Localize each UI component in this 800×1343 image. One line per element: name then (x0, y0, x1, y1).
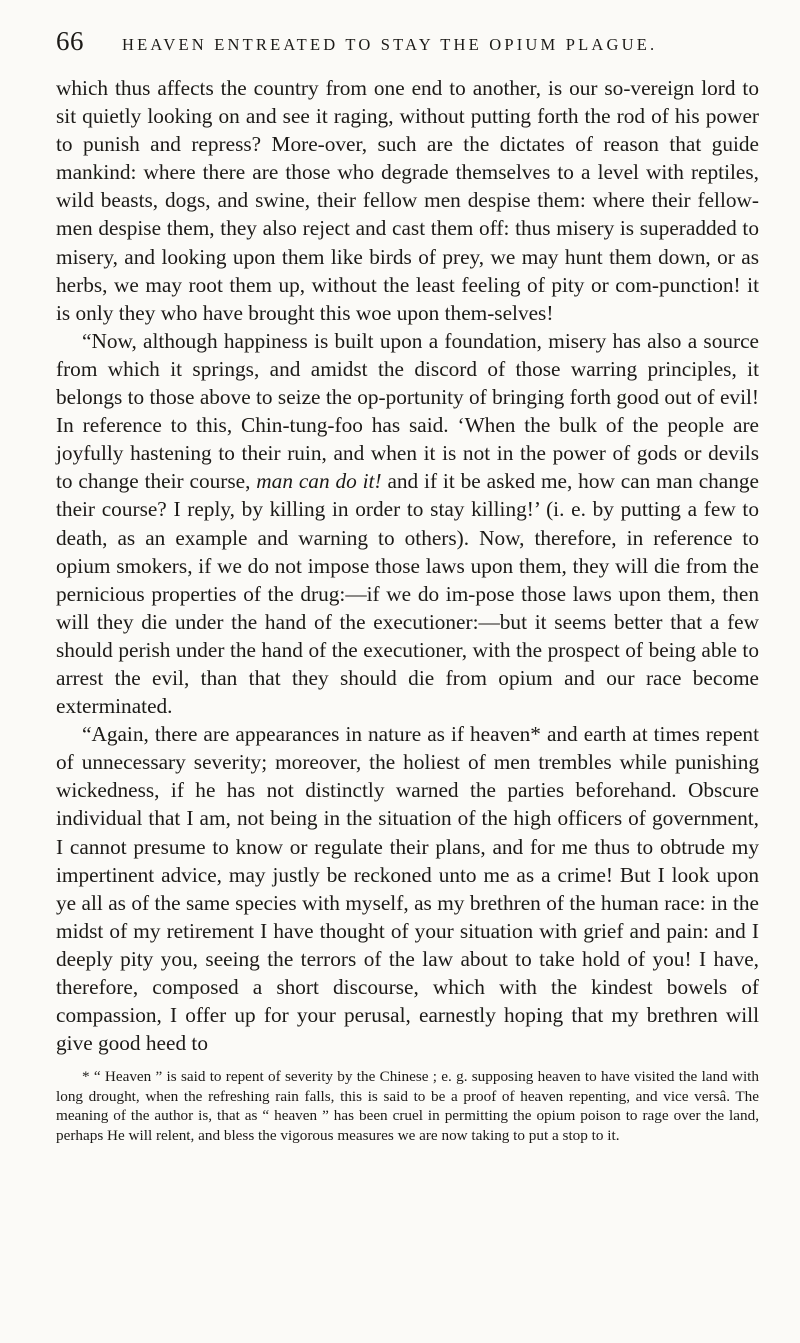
paragraph-text-part: and if it be asked me, how can man change their course? I reply, by killing in order to stay killing!’ (i. e. by putting a few to death, as an example and warning to others). Now, therefore, in reference to opium smokers, if we do not impose those laws upon them, they will die from the pernicious properties of the drug:—if we do im-pose those laws upon them, then will they die under the hand of the executioner:—but it seems better that a few should perish under the hand of the executioner, with the prospect of being able to arrest the evil, than that they should die from opium and our race become exterminated. (56, 469, 759, 719)
book-page (56, 26, 759, 1146)
paragraph-chin-tung-foo (56, 327, 759, 720)
page-number: 66 (56, 26, 84, 56)
footnote: * “ Heaven ” is said to repent of severity by the Chinese ; e. g. supposing heaven to have visited the land with long drought, when the refreshing rain falls, this is said to be a proof of heaven repenting, and vice versâ. The meaning of the author is, that as “ heaven ” has been cruel in permitting the opium poison to rage over the land, perhaps He will relent, and bless the vigorous measures we are now taking to put a stop to it. (56, 1068, 759, 1145)
paragraph-heaven-repent: “Again, there are appearances in nature as if heaven* and earth at times repent of unnecessary severity; moreover, the holiest of men trembles while punishing wickedness, if he has not distinctly warned the parties beforehand. Obscure individual that I am, not being in the situation of the high officers of government, I cannot presume to know or regulate their plans, and for me thus to obtrude my impertinent advice, may justly be reckoned unto me as a crime! But I look upon ye all as of the same species with myself, as my brethren of the human race: in the midst of my retirement I have thought of your situation with grief and pain: and I deeply pity you, seeing the terrors of the law about to take hold of you! I have, therefore, composed a short discourse, which with the kindest bowels of compassion, I offer up for your perusal, earnestly hoping that my brethren will give good heed to (56, 722, 759, 1056)
running-head (56, 26, 759, 60)
paragraph-text-part: “Now, although happiness is built upon a foundation, misery has also a source from which it springs, and amidst the discord of those warring principles, it belongs to those above to seize the op-portunity of bringing forth good out of evil! In reference to this, Chin-tung-foo has said. ‘When the bulk of the people are joyfully hastening to their ruin, and when it is not in the power of gods or devils to change their course, (56, 328, 759, 494)
body-text (56, 74, 759, 1057)
running-title: HEAVEN ENTREATED TO STAY THE OPIUM PLAGUE. (122, 35, 658, 54)
italic-phrase: man can do it! (256, 469, 382, 494)
paragraph-continued: which thus affects the country from one end to another, is our so-vereign lord to sit quietly looking on and see it raging, without putting forth the rod of his power to punish and repress? More-over, such are the dictates of reason that guide mankind: where there are those who degrade themselves to a level with reptiles, wild beasts, dogs, and swine, their fellow men despise them: where their fellow-men despise them, they also reject and cast them off: thus misery is superadded to misery, and looking upon them like birds of prey, we may hunt them down, or as herbs, we may root them up, without the least feeling of pity or com-punction! it is only they who have brought this woe upon them-selves! (56, 76, 759, 325)
